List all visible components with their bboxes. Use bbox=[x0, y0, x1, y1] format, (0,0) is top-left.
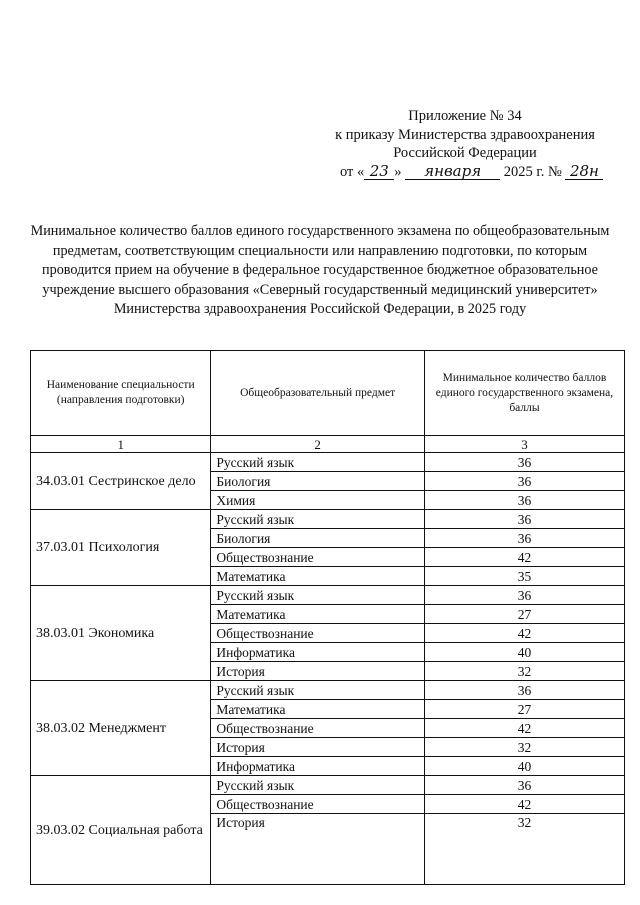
subject-cell: Химия bbox=[211, 491, 425, 510]
score-cell: 32 bbox=[424, 738, 624, 757]
subject-cell: История bbox=[211, 662, 425, 681]
subject-cell: История bbox=[211, 738, 425, 757]
score-cell: 40 bbox=[424, 643, 624, 662]
score-cell: 36 bbox=[424, 510, 624, 529]
subject-cell: Математика bbox=[211, 605, 425, 624]
subject-cell: Обществознание bbox=[211, 795, 425, 814]
specialty-cell: 37.03.01 Психология bbox=[31, 510, 211, 586]
appendix-date-line bbox=[300, 163, 630, 182]
score-cell: 32 bbox=[424, 814, 624, 885]
header-min-score: Минимальное количество баллов единого государственного экзамена, баллы bbox=[424, 351, 624, 436]
date-year: 2025 г. № bbox=[503, 163, 562, 180]
subject-cell: Информатика bbox=[211, 643, 425, 662]
score-cell: 40 bbox=[424, 757, 624, 776]
document-title: Минимальное количество баллов единого государственного экзамена по общеобразовательным предметам, соответствующим специальности или направлению подготовки, по которым проводится прием на обучение в федеральное государственное бюджетное образовательное учреждение высшего образования «Северный государственный медицинский университет» Министерства здравоохранения Российской Федерации, в 2025 году bbox=[30, 223, 610, 317]
subject-cell: Русский язык bbox=[211, 510, 425, 529]
handwritten-month: января bbox=[405, 163, 500, 180]
specialty-cell: 38.03.01 Экономика bbox=[31, 586, 211, 681]
table-row bbox=[31, 510, 625, 529]
index-cell: 1 bbox=[31, 436, 211, 453]
score-cell: 36 bbox=[424, 776, 624, 795]
subject-cell: Биология bbox=[211, 472, 425, 491]
score-cell: 36 bbox=[424, 491, 624, 510]
subject-cell: Обществознание bbox=[211, 548, 425, 567]
date-mid: » bbox=[394, 163, 402, 180]
appendix-block bbox=[300, 107, 630, 181]
score-cell: 27 bbox=[424, 700, 624, 719]
appendix-line-1: Приложение № 34 bbox=[408, 108, 522, 124]
subject-cell: Математика bbox=[211, 567, 425, 586]
specialty-cell: 34.03.01 Сестринское дело bbox=[31, 453, 211, 510]
score-cell: 36 bbox=[424, 453, 624, 472]
score-cell: 42 bbox=[424, 548, 624, 567]
table-row bbox=[31, 776, 625, 795]
header-subject: Общеобразовательный предмет bbox=[211, 351, 425, 436]
score-cell: 36 bbox=[424, 529, 624, 548]
score-cell: 36 bbox=[424, 681, 624, 700]
subject-cell: Русский язык bbox=[211, 453, 425, 472]
handwritten-day: 23 bbox=[364, 163, 394, 180]
index-cell: 3 bbox=[424, 436, 624, 453]
subject-cell: Русский язык bbox=[211, 681, 425, 700]
score-cell: 32 bbox=[424, 662, 624, 681]
appendix-line-2: к приказу Министерства здравоохранения bbox=[335, 126, 595, 143]
score-cell: 42 bbox=[424, 719, 624, 738]
table-row bbox=[31, 681, 625, 700]
subject-cell: История bbox=[211, 814, 425, 885]
subject-cell: Обществознание bbox=[211, 719, 425, 738]
table-row bbox=[31, 586, 625, 605]
table-header-row bbox=[31, 351, 625, 436]
scores-table bbox=[30, 350, 625, 885]
table-index-row bbox=[31, 436, 625, 453]
subject-cell: Русский язык bbox=[211, 776, 425, 795]
table-row bbox=[31, 453, 625, 472]
subject-cell: Информатика bbox=[211, 757, 425, 776]
header-specialty: Наименование специальности (направления подготовки) bbox=[31, 351, 211, 436]
appendix-line-3: Российской Федерации bbox=[393, 145, 537, 161]
score-cell: 42 bbox=[424, 624, 624, 643]
specialty-cell: 38.03.02 Менеджмент bbox=[31, 681, 211, 776]
subject-cell: Обществознание bbox=[211, 624, 425, 643]
score-cell: 42 bbox=[424, 795, 624, 814]
score-cell: 27 bbox=[424, 605, 624, 624]
index-cell: 2 bbox=[211, 436, 425, 453]
score-cell: 36 bbox=[424, 472, 624, 491]
handwritten-order-number: 28н bbox=[565, 163, 603, 180]
date-prefix: от « bbox=[340, 163, 365, 180]
subject-cell: Русский язык bbox=[211, 586, 425, 605]
score-cell: 36 bbox=[424, 586, 624, 605]
score-cell: 35 bbox=[424, 567, 624, 586]
subject-cell: Математика bbox=[211, 700, 425, 719]
specialty-cell: 39.03.02 Социальная работа bbox=[31, 776, 211, 885]
subject-cell: Биология bbox=[211, 529, 425, 548]
